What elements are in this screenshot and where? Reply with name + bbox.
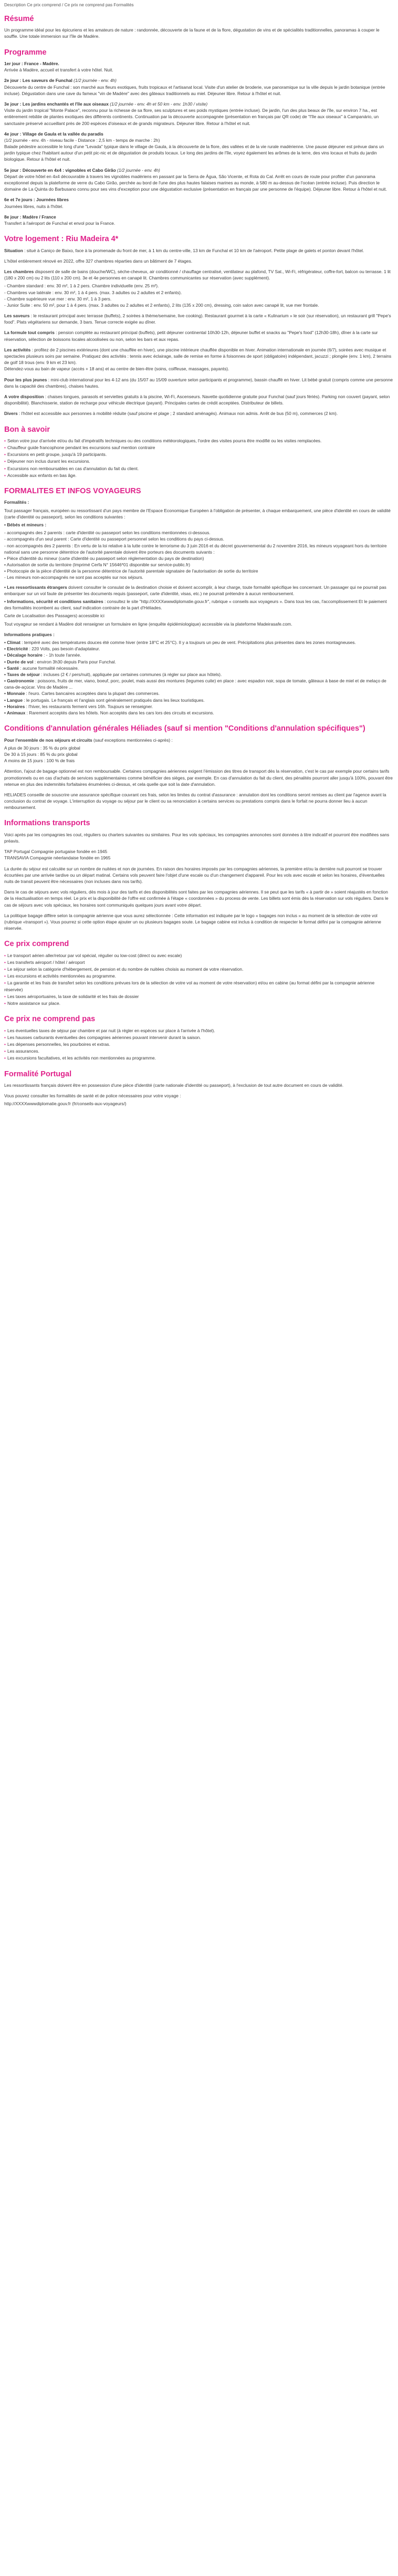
rooms-label: Les chambres xyxy=(4,268,34,274)
list-item: • Les hausses carburants éventuelles des compagnies aériennes pouvant intervenir durant la saison. xyxy=(4,1034,201,1040)
cancellation-title: Conditions d'annulation générales Héliades (sauf si mention "Conditions d'annulation spécifiques") xyxy=(4,724,365,733)
cancellation-list xyxy=(4,745,394,764)
bullet-icon: • xyxy=(4,472,6,478)
hotel-situation: Situation : situé à Caniço de Baixo, face à la promenade du front de mer, à 1 km du centre-ville, 13 km de Funchal et 10 km de l'aéroport. Petite plage de galets et ponton devant l'hôtel. xyxy=(4,247,364,253)
practical-info-label: Informations pratiques : xyxy=(4,631,55,637)
hotel-facilities: A votre disposition : chaises longues, parasols et serviettes gratuits à la piscine, Wi-Fi, Ascenseurs. Navette quotidienne gratuite pour Funchal (sauf jours fériés). Parking non couvert (payant, selon disponibilité). Blanchisserie, station de recharge pour véhicule électrique (payant). Principales cartes de crédit acceptées. Distributeur de billets. xyxy=(4,393,390,406)
day-text: Arrivée à Madère, accueil et transfert à votre hôtel. Nuit. xyxy=(4,67,113,73)
hotel-kids: Pour les plus jeunes : mini-club international pour les 4-12 ans (du 15/07 au 15/09 ouverture selon participants et programme), bassin chauffé en hiver. Lit bébé gratuit (compris comme une personne dans la capacité des chambres), chaises hautes. xyxy=(4,377,393,389)
list-item: • Déjeuner non inclus durant les excursions. xyxy=(4,459,90,464)
day-duration: (1/2 journée - env. 4h et 50 km - env. 1h30 / visite) xyxy=(108,101,208,107)
transport-baggage: La politique bagage diffère selon la compagnie aérienne que vous aurez sélectionnée : Cette information est indiquée par le logo « bagages non inclus » au moment de la sélection de votre vol (rubrique «transport »). Vous pourrez si cette option étape ajouter un ou plusieurs bagages soute. Le bagage cabine est inclus à condition de respecter le format défini par la compagnie aérienne réservée. xyxy=(4,912,381,931)
list-item: • Les dépenses personnelles, les pourboires et extras. xyxy=(4,1041,110,1047)
list-item: • Accessible aux enfants en bas âge. xyxy=(4,472,77,478)
list-item: A moins de 15 jours : 100 % de frais xyxy=(4,758,75,764)
includes-title: Ce prix comprend xyxy=(4,940,69,949)
formalities-intro: Tout passager français, européen ou ressortissant d'un pays membre de l'Espace Economique Européen à l'obligation de présenter, à chaque embarquement, une pièce d'identité en cours de validité (carte d'identité ou passeport), selon les conditions suivantes : xyxy=(4,507,391,520)
day-heading: 4e jour : Village de Gaula et la vallée du paradis xyxy=(4,131,103,137)
bullet-icon: • xyxy=(4,465,6,471)
programme-days xyxy=(4,60,394,226)
day-duration: (1/2 journée - env. 4h) xyxy=(72,78,117,84)
bullet-icon: • xyxy=(4,445,6,451)
bullet-icon: • xyxy=(4,967,6,972)
list-item: • Electricité : 220 Volts, pas besoin d'adaptateur. xyxy=(4,646,100,652)
list-item: • Monnaie : l'euro. Cartes bancaires acceptées dans la plupart des commerces. xyxy=(4,691,160,697)
situation-label: Situation xyxy=(4,247,23,253)
portugal-formalities-text: Les ressortissants français doivent être en possession d'une pièce d'identité (carte nationale d'identité ou passeport), à l'exclusion de tout autre document en cours de validité. xyxy=(4,1082,344,1088)
list-item: - Les mineurs non-accompagnés ne sont pas acceptés sur nos séjours. xyxy=(4,575,143,580)
foreign-nationals: • Les ressortissants étrangers doivent consulter le consulat de la destination choisie et doivent accomplir, à leur charge, toute formalité spécifique les concernant. Un passager qui ne pourrait pas embarquer sur un vol faute de présenter les documents requis (passeport, carte d'identité, visas, etc.) ne pourrait prétendre à aucun remboursement. xyxy=(4,584,386,596)
list-item: • Les éventuelles taxes de séjour par chambre et par nuit (à régler en espèces sur place à l'arrivée à l'hôtel). xyxy=(4,1027,215,1033)
list-item: • Taxes de séjour : incluses (2 € / pers/nuit), appliquée par certaines communes (à régler sur place aux hôtels). xyxy=(4,671,222,677)
hotel-misc: Divers : l'hôtel est accessible aux personnes à mobilité réduite (sauf piscine et plage ; 2 standard aménagés). Animaux non admis. Arrêt de bus (50 m), commerces (2 km). xyxy=(4,411,338,417)
list-item: • Les excursions et activités mentionnées au programme. xyxy=(4,973,117,979)
day-heading: 8e jour : Madère / France xyxy=(4,214,56,220)
bullet-icon: • xyxy=(4,973,6,979)
hotel-activities: Les activités : profitez de 2 piscines extérieures (dont une chauffée en hiver), une piscine intérieure chauffée disponible en hiver. Animation internationale en journée (6/7), soirées avec musique et spectacles plusieurs soirs par semaine. Pratiquez des activités : tennis avec éclairage, salle de remise en forme à foisonnes de sport (obligatoire) indépendant, jacuzzi ; plongée (env. 1 km), 2 terrains de golf 18 trous (env. 9 km et 23 km). Détendez-vous au bain de vapeur (accès + 18 ans) et au centre de bien-être (soins, coiffeuse, massages, payants). xyxy=(4,347,392,372)
day-text: (1/2 journée - env. 4h - niveau facile - Distance : 2,5 km - temps de marche : 2h) Balade pédestre accessible le long d'une "Levada" typique dans le village de Gaula, à la découverte de la flore, des vallées et de la vie rurale madérienne. Une pause déjeuner est prévue dans un jardin typique chez l'habitant autour d'un petit pic-nic et de dégustation de produits locaux. Le long des jardins de l'île, voyez également les arômes de la terre, des vins locaux et fruits du jardin biologique. Retour à l'hôtel et nuit. xyxy=(4,137,384,162)
list-item: A plus de 30 jours : 35 % du prix global xyxy=(4,745,80,751)
list-item: • Horaires : l'hiver, les restaurants ferment vers 16h. Toujours se renseigner. xyxy=(4,703,153,709)
list-item: • Les assurances. xyxy=(4,1048,39,1054)
description-tabs: Description Ce prix comprend / Ce prix ne comprend pas Formalités xyxy=(4,3,134,7)
day-item xyxy=(4,131,394,163)
bullet-icon: • xyxy=(4,1041,6,1047)
bullet-icon: • xyxy=(4,980,6,986)
airline-item: TRANSAVIA Compagnie néerlandaise fondée en 1965 xyxy=(4,855,111,861)
minors-list xyxy=(4,529,394,581)
list-item: • Pièce d'identité du mineur (carte d'identité ou passeport selon réglementation du pays de destination) xyxy=(4,555,204,561)
list-item: De 30 à 15 jours : 85 % du prix global xyxy=(4,751,78,757)
day-text: Journées libres, nuits à l'hôtel. xyxy=(4,203,64,209)
portugal-formalities-title: Formalité Portugal xyxy=(4,1069,72,1078)
formalities-label: Formalités : xyxy=(4,500,29,505)
portugal-formalities-consult: Vous pouvez consulter les formalités de santé et de police nécessaires pour votre voyage : xyxy=(4,1093,181,1099)
page xyxy=(0,0,398,1124)
day-text: Visite du jardin tropical "Monte Palace", reconnu pour la richesse de sa flore, ses sculptures et ses poids mystiques (entrée incluse). De jardin, l'un des plus beaux de l'île, sur environ 7 ha., est entièrement rebâtie de plantes exotiques des différents continents. Continuation par la découverte accompagnée (présentation en français par QR code) de "l'île aux oiseaux" à Campanário, un sanctuaire préservé accueillant près de 200 espèces d'oiseaux et de grands migrateurs. Déjeuner libre. Retour à l'hôtel et nuit. xyxy=(4,108,379,126)
day-heading: 2e jour : Les saveurs de Funchal xyxy=(4,78,72,84)
day-item xyxy=(4,214,394,226)
bullet-icon: • xyxy=(4,959,6,965)
day-heading: 6e et 7e jours : Journées libres xyxy=(4,197,69,203)
day-item xyxy=(4,101,394,127)
day-heading: 1er jour : France - Madère. xyxy=(4,61,59,67)
bullet-icon: • xyxy=(4,1001,6,1006)
list-item: • Selon votre jour d'arrivée et/ou du fait d'impératifs techniques ou des conditions météorologiques, l'ordre des visites pourra être modifié ou les visites remplacées. xyxy=(4,438,322,443)
bullet-icon: • xyxy=(4,1048,6,1054)
list-item: - non accompagnés des 2 parents : En vertu de la loi relative à la lutte contre le terrorisme du 3 juin 2016 et du décret gouvernemental du 2 novembre 2016, les mineurs voyageant hors du territoire national sans une personne détentrice de l'autorité parentale doivent être porteurs des documents suivants : xyxy=(4,543,387,555)
excludes-title: Ce prix ne comprend pas xyxy=(4,1015,96,1024)
list-item: • Excursions non remboursables en cas d'annulation du fait du client. xyxy=(4,465,139,471)
online-form: Tout voyageur se rendant à Madère doit renseigner un formulaire en ligne (enquête épidémiologique) accessible via la plateforme Madeirasafe.com. xyxy=(4,621,292,627)
day-item xyxy=(4,196,394,209)
good-to-know-list xyxy=(4,438,394,479)
room-type: - Junior Suite : env. 50 m², pour 1 à 4 pers. (max. 3 adultes ou 2 adultes et 2 enfants), 2 lits (135 x 200 cm), dressing, coin salon avec canapé lit, vue mer frontale. xyxy=(4,302,319,308)
list-item: • Langue : le portugais. Le français et l'anglais sont généralement pratiqués dans les lieux touristiques. xyxy=(4,697,205,703)
transport-fares: Dans le cas de séjours avec vols réguliers, dès mois à jour des tarifs et des disponibilités sont faites par les compagnies aériennes. Il se peut que les tarifs « à partir de » soient réajustés en fonction de la réactualisation en temps réel. Le prix et la disponibilité de l'offre est confirmée à l'étape « coordonnées » du process de vente. Les billets sont émis dès la réservation sur vols réguliers. Dans le cas de séjours avec vols spéciaux, les horaires sont communiqués quelques jours avant votre départ. xyxy=(4,889,389,908)
resume-text: Un programme idéal pour les épicuriens et les amateurs de nature : randonnée, découverte de la faune et de la flore, dégustation de vins et de spécialités traditionnelles, panoramas à couper le souffle. Une totale immersion sur l'île de Madère. xyxy=(4,27,380,39)
list-item: • Les taxes aéroportuaires, la taxe de solidarité et les frais de dossier xyxy=(4,993,139,999)
hotel-title: Votre logement : Riu Madeira 4* xyxy=(4,235,119,244)
day-heading: 5e jour : Découverte en 4x4 : vignobles et Cabo Girão xyxy=(4,167,116,173)
minors-label: • Bébés et mineurs : xyxy=(4,522,47,527)
airline-item: TAP Portugal Compagnie portugaise fondée en 1945 xyxy=(4,849,108,855)
list-item: • Les excursions facultatives, et les activités non mentionnées au programme. xyxy=(4,1055,156,1061)
list-item: • Photocopie de la pièce d'identité de la personne détentrice de l'autorité parentale signataire de l'autorisation de sortie du territoire xyxy=(4,568,258,574)
formalities-title: FORMALITES ET INFOS VOYAGEURS xyxy=(4,487,141,496)
day-item xyxy=(4,167,394,193)
list-item: • Autorisation de sortie du territoire (Imprimé Cerfa N° 15646*01 disponible sur service-public.fr) xyxy=(4,562,190,568)
list-item: • Santé : aucune formalité nécessaire. xyxy=(4,665,79,671)
good-to-know-title: Bon à savoir xyxy=(4,425,50,434)
hotel-rooms: Les chambres disposent de salle de bains (douche/WC), sèche-cheveux, air conditionné / chauffage centralisé, ventilateur au plafond, TV Sat., Wi-Fi, réfrigérateur, coffre-fort, balcon ou terrasse. 1 lit (180 x 200 cm) ou 2 lits (110 x 200 cm). 3e et 4e personnes en canapé lit. Chambres communicantes sur réservation (avec supplément). xyxy=(4,268,391,281)
bullet-icon: • xyxy=(4,438,6,443)
resume-title: Résumé xyxy=(4,14,34,23)
programme-title: Programme xyxy=(4,48,47,57)
hotel-flavours: Les saveurs : le restaurant principal avec terrasse (buffets), 2 soirées à thème/semaine, live cooking). Restaurant gourmet à la carte « Kulinarium » le soir (sur réservation), un restaurant grill "Pepe's food". Plats végétariens sur demande, 3 bars. Tenue correcte exigée au dîner. xyxy=(4,313,391,325)
bullet-icon: • xyxy=(4,1027,6,1033)
list-item: • Durée de vol : environ 3h30 depuis Paris pour Funchal. xyxy=(4,659,116,664)
passenger-card: Carte de Localisation des Passagers) accessible ici xyxy=(4,613,104,619)
practical-info-list xyxy=(4,639,394,716)
day-item xyxy=(4,60,394,73)
excludes-list xyxy=(4,1027,394,1062)
list-item: • Excursions en petit groupe, jusqu'à 19 participants. xyxy=(4,452,107,458)
bullet-icon: • xyxy=(4,1034,6,1040)
list-item: • Animaux : Rarement acceptés dans les hôtels. Non acceptés dans les cars lors des circuits et excursions. xyxy=(4,710,214,716)
bullet-icon: • xyxy=(4,452,6,458)
list-item: • Chauffeur guide francophone pendant les excursions sauf mention contraire xyxy=(4,445,155,451)
cancellation-insurance: HELIADES conseille de souscrire une assurance spécifique couvrant ces frais, selon les limites du contrat d'assurance : annulation dont les conditions seront remises au client par l'agence avant la conclusion du contrat de voyage. L'interruption du voyage ou séjour par le client ou sa renonciation à certains services ou prestations compris dans le forfait ne pourra donner lieu à aucun remboursement. xyxy=(4,792,386,811)
bullet-icon: • xyxy=(4,993,6,999)
list-item: • Les transferts aéroport / hôtel / aéroport xyxy=(4,959,85,965)
list-item: • Le séjour selon la catégorie d'hébergement, de pension et du nombre de nuitées choisis au moment de votre réservation. xyxy=(4,967,244,972)
day-text: Découverte du centre de Funchal : son marché aux fleurs exotiques, fruits tropicaux et l'artisanat local. Visite d'un atelier de broderie, vue panoramique sur la ville depuis le jardin botanique (entrée incluse). Dégustation dans une cave du fameux "vin de Madère" avec des gâteaux traditionnels au miel. Déjeuner libre. Retour à l'hôtel et nuit. xyxy=(4,84,385,96)
transport-duration: La durée du séjour est calculée sur un nombre de nuitées et non de journées. En raison des horaires imposés par les compagnies aériennes, la première et/ou la dernière nuit pourront se trouver écourtées par une arrivée tardive ou un départ matinal. Certains vols peuvent faire l'objet d'une escale ou d'un changement d'appareil. Pour les vols avec escale et selon les horaires, d'éventuelles nuits de transit peuvent être nécessaires (non incluses dans nos tarifs). xyxy=(4,866,385,884)
transport-title: Informations transports xyxy=(4,819,90,828)
portugal-formalities-link[interactable]: http://XXXXwwwdiplomatie.gouv.fr (fr/conseils-aux-voyageurs/) xyxy=(4,1101,127,1107)
includes-list xyxy=(4,952,394,1007)
list-item: • La garantie et les frais de transfert selon les conditions prévues lors de la sélection de votre vol au moment de votre réservation) et/ou en cabine (au format défini par la compagnie aérienne réservée) xyxy=(4,980,375,992)
cancellation-text: Attention, l'ajout de bagage optionnel est non remboursable. Certaines compagnies aériennes exigent l'émission des titres de transport dès la réservation, c'est le cas par exemple pour certains tarifs promotionnels ou en cas d'achats de services supplémentaires comme bénéficier des sièges, par exemple. En cas d'annulation du fait du client, des pénalités pourront aller jusqu'à 100%, pouvant être retenue en plus des indemnités forfaitaires énumérées ci-dessus, et cela quelle que soit la date d'annulation. xyxy=(4,768,393,787)
bullet-icon: • xyxy=(4,459,6,464)
day-duration: (1/2 journée - env. 4h) xyxy=(116,167,160,173)
day-text: Départ de votre hôtel en 4x4 découvrable à travers les vignobles madériens en passant par la Serra de Água, São Vicente, et Rota do Cal. Arrêt en cours de route pour profiter d'un panorama exceptionnel depuis la plateforme de verre du Cabo Girão, perchée au bord de l'une des plus hautes falaises marines au monde, à 580 m au-dessus de l'océan (entrée incluse). Puis direction le domaine de La Quinta do Barbusano connu pour ses vins d'exception pour une dégustation exclusive (présentation en français par une personne de l'équipe). Déjeuner libre. Retour à l'hôtel et nuit. xyxy=(4,173,387,192)
day-heading: 3e jour : Les jardins enchantés et l'île aux oiseaux xyxy=(4,101,109,107)
health-info: • Informations, sécurité et conditions sanitaires : consultez le site "http://XXXXwwwdiplomatie.gouv.fr", rubrique « conseils aux voyageurs ». Dans tous les cas, l'accomplissement Et le paiement des formalités incombent au client, sauf indication contraire de la part d'Héliades. xyxy=(4,599,387,611)
room-type: - Chambres vue latérale : env. 30 m², 1 à 4 pers. (max. 3 adultes ou 2 adultes et 2 enfants). xyxy=(4,289,182,295)
room-type: - Chambre standard : env. 30 m², 1 à 2 pers. Chambre individuelle (env. 25 m²). xyxy=(4,283,159,289)
day-item xyxy=(4,77,394,97)
list-item: • Climat : tempéré avec des températures douces été comme hiver (entre 18°C et 25°C). Il y a toujours un peu de vent. Précipitations plus présentes dans les zones montagneuses. xyxy=(4,639,356,645)
list-item: • Notre assistance sur place. xyxy=(4,1001,60,1006)
list-item: - accompagnés d'un seul parent : Carte d'identité ou passeport personnel selon les conditions du pays ci-dessus. xyxy=(4,536,224,542)
cancellation-lead: Pour l'ensemble de nos séjours et circuits (sauf exceptions mentionnées ci-après) : xyxy=(4,737,173,743)
transport-intro: Voici après par les compagnies les cout, réguliers ou charters suivantes ou similaires. Pour les vols spéciaux, les compagnies annoncées sont données à titre indicatif et pourront être modifiées sans préavis. xyxy=(4,832,390,844)
list-item: • Gastronomie : poissons, fruits de mer, viano, boeuf, porc, poulet, mais aussi des montures (legumes cuite) en place : avec espadon noir, sopa de tomate, gâteaux à base de miel et de melaço de cana-de-açúcar. Vins de Madère ... xyxy=(4,678,386,690)
bullet-icon: • xyxy=(4,1055,6,1061)
hotel-renovation: L'hôtel entièrement rénové en 2022, offre 327 chambres réparties dans un bâtiment de 7 étages. xyxy=(4,258,193,264)
list-item: • Le transport aérien aller/retour par vol spécial, régulier ou low-cost (direct ou avec escale) xyxy=(4,952,182,958)
list-item: • Décalage horaire : - 1h toute l'année. xyxy=(4,652,81,658)
day-text: Transfert à l'aéroport de Funchal et envol pour la France. xyxy=(4,220,116,226)
room-types xyxy=(4,283,394,308)
hotel-all-inclusive: La formule tout compris : pension complète au restaurant principal (buffets), petit déjeuner continental 10h30-12h, déjeuner buffet et snacks au "Pepe's food" (12h30-18h), dîner à la carte sur réservation, sélection de boissons locales alcoolisées ou non, selon les bars et aux repas. xyxy=(4,330,378,342)
list-item: - accompagnés des 2 parents : carte d'identité ou passeport selon les conditions mentionnées ci-dessous. xyxy=(4,530,211,536)
room-type: - Chambre supérieure vue mer : env. 30 m², 1 à 3 pers. xyxy=(4,296,112,302)
bullet-icon: • xyxy=(4,952,6,958)
